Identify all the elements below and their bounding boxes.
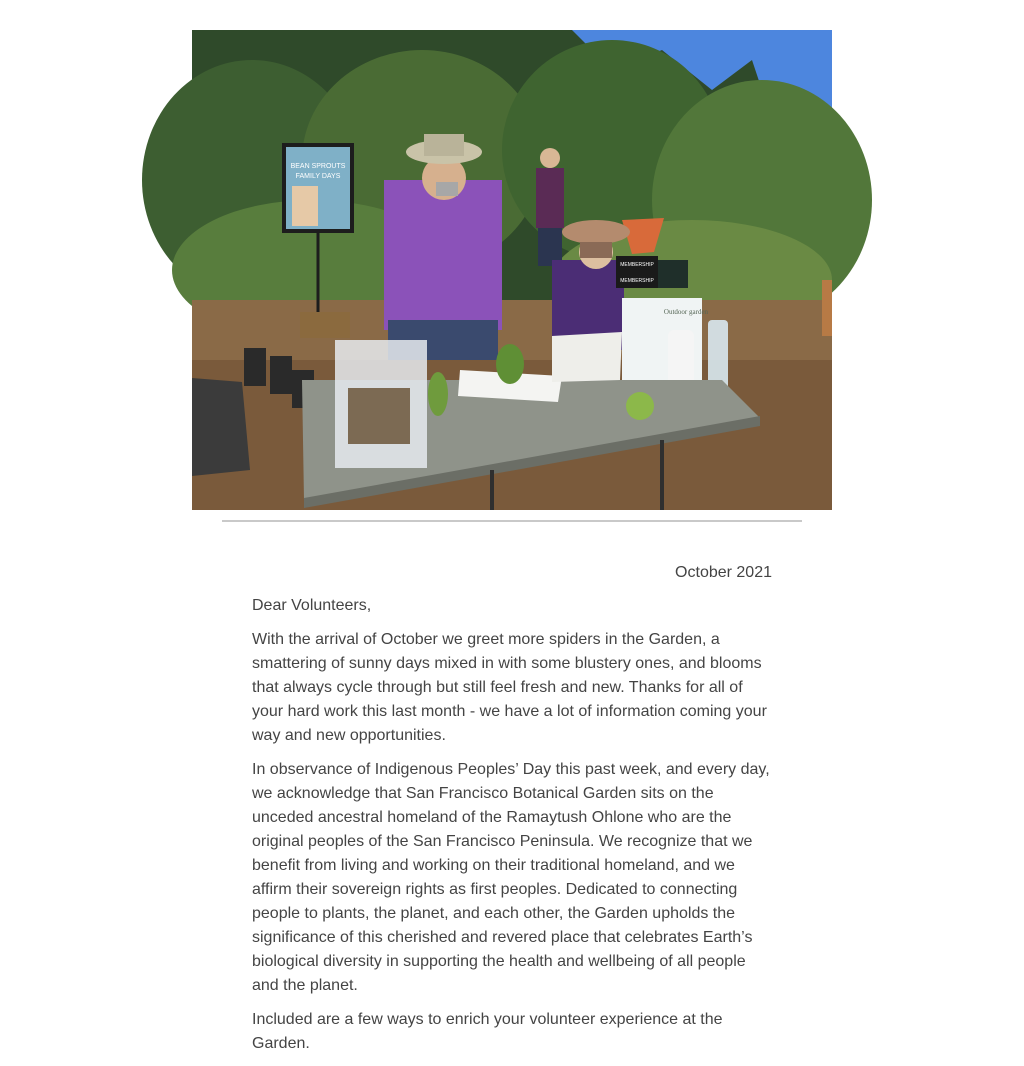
letter-date: October 2021 [675,564,772,581]
letter-paragraph-1: With the arrival of October we greet more spiders in the Garden, a smattering of sunny days mixed in with some blustery ones, and blooms that always cycle through but still feel fresh and new. Thanks for all of your hard work this last month - we have a lot of information coming your way and new opportunities. [252,631,767,744]
sign-text-1: BEAN SPROUTS [290,163,346,170]
section-divider [222,520,802,522]
garden-volunteer-table-photo [192,30,832,510]
sign-text-2: FAMILY DAYS [295,173,341,180]
newsletter-letter [252,560,772,1066]
letter-greeting: Dear Volunteers, [252,597,372,614]
letter-paragraph-2: In observance of Indigenous Peoples’ Day this past week, and every day, we acknowledge that San Francisco Botanical Garden sits on the unceded ancestral homeland of the Ramaytush Ohlone who are the original peoples of the San Francisco Peninsula. We recognize that we benefit from living and working on their traditional homeland, and we affirm their sovereign rights as first peoples. Dedicated to connecting people to plants, the planet, and each other, the Garden upholds the significance of this cherished and revered place that celebrates Earth’s biological diversity in supporting the health and wellbeing of all people and the planet. [252,761,770,994]
letter-paragraph-3: Included are a few ways to enrich your volunteer experience at the Garden. [252,1011,723,1052]
tent-card-text-2: MEMBERSHIP [620,278,654,284]
tent-card-text-1: MEMBERSHIP [620,262,654,268]
pamphlet-title: Outdoor garden [663,308,709,316]
hero-photo [192,30,832,510]
